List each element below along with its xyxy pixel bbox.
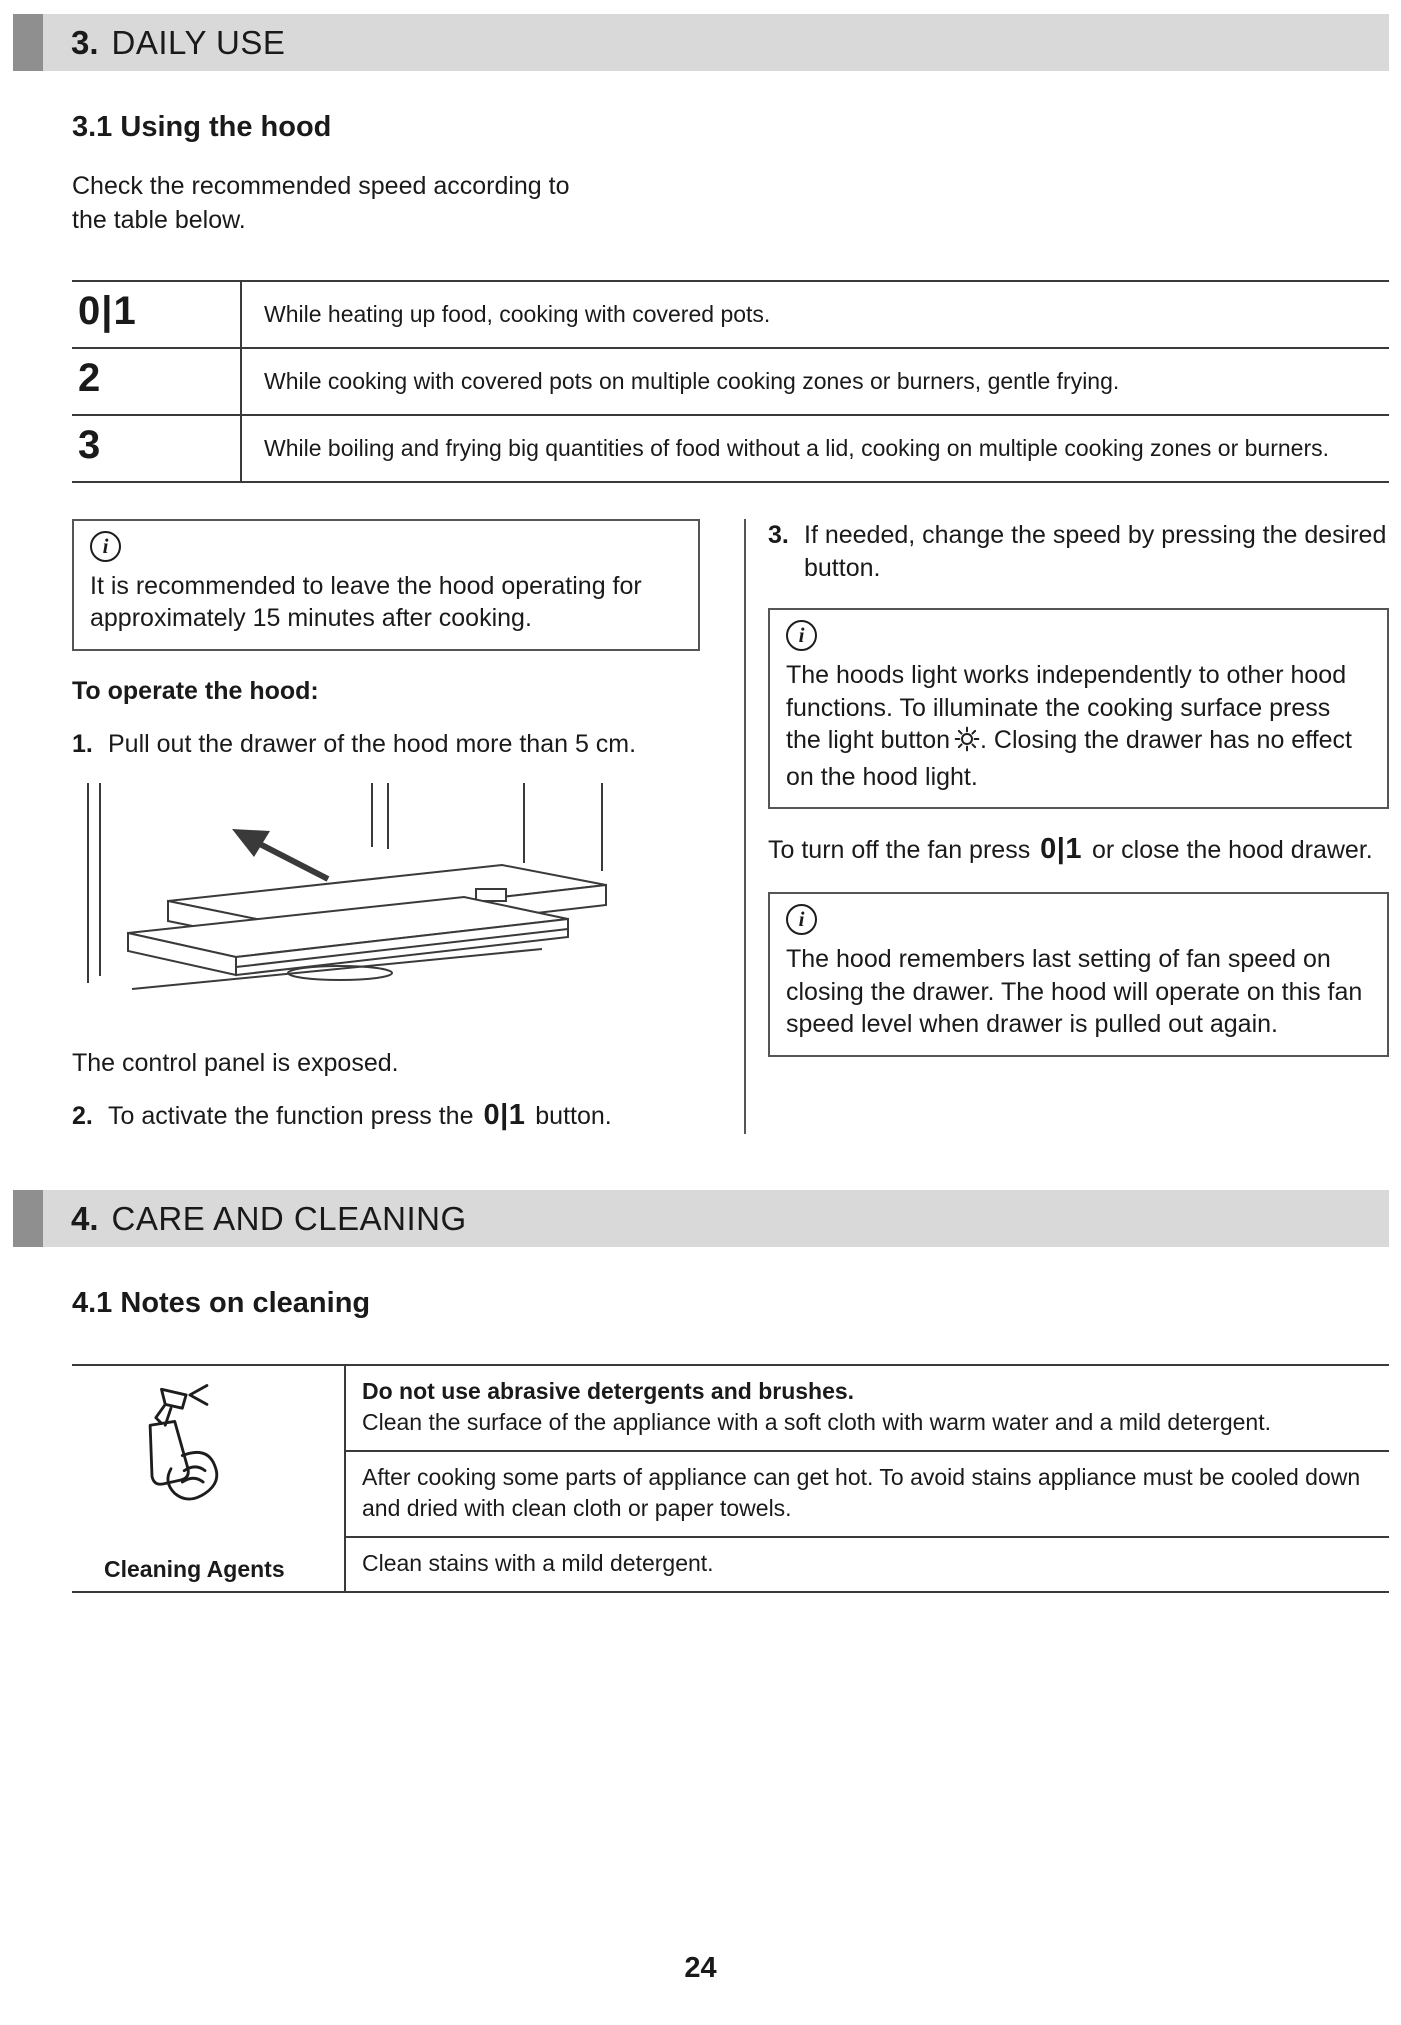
step-3-number: 3.: [768, 520, 789, 549]
cleaning-row-1-text: Clean the surface of the appliance with a soft cloth with warm water and a mild detergent.: [362, 1409, 1271, 1436]
section-bar-accent: [13, 14, 43, 71]
cleaning-agents-cell: [72, 1366, 344, 1591]
section-title: DAILY USE: [111, 23, 286, 61]
illustration-caption: The control panel is exposed.: [72, 1049, 399, 1078]
info-note-2: [768, 608, 1389, 809]
speed-table-row: [72, 280, 1389, 347]
spray-bottle-icon: [104, 1376, 236, 1518]
section-title: CARE AND CLEANING: [111, 1199, 467, 1237]
right-column: [768, 519, 1389, 1135]
speed-value: 0|1: [78, 288, 137, 333]
pull-arrow-icon: [254, 841, 328, 879]
intro-line-1: Check the recommended speed according to: [72, 172, 570, 200]
subsection-4-1-title: 4.1 Notes on cleaning: [72, 1287, 371, 1320]
hood-illustration: [72, 777, 612, 1035]
speed-description: While boiling and frying big quantities of food without a lid, cooking on multiple cooking zones or burners.: [240, 416, 1389, 481]
section-bar-accent: [13, 1190, 43, 1247]
speed-table-row: [72, 347, 1389, 414]
section-4-header-bar: [13, 1190, 1389, 1247]
cleaning-row-2: After cooking some parts of appliance can get hot. To avoid stains appliance must be cooled down and dried with clean cloth or paper towels.: [346, 1452, 1389, 1538]
info-note-1: [72, 519, 700, 651]
step-1-number: 1.: [72, 729, 93, 758]
info-icon: i: [786, 904, 817, 935]
info-icon: i: [90, 531, 121, 562]
cleaning-row-3: Clean stains with a mild detergent.: [362, 1550, 714, 1577]
step-2-number: 2.: [72, 1102, 93, 1131]
step-2: [72, 1100, 700, 1134]
info-icon: i: [786, 620, 817, 651]
info-note-3-text: The hood remembers last setting of fan speed on closing the drawer. The hood will operate on this fan speed level when drawer is pulled out again.: [786, 945, 1363, 1039]
section-number: 4.: [71, 1199, 99, 1237]
info-note-1-text: It is recommended to leave the hood operating for approximately 15 minutes after cooking.: [90, 571, 642, 633]
two-column-section: [72, 519, 1389, 1135]
info-note-3: [768, 892, 1389, 1057]
cleaning-table: [72, 1364, 1389, 1593]
fan-off-before: To turn off the fan press: [768, 836, 1031, 865]
page-number: 24: [684, 1952, 717, 1984]
column-divider: [744, 519, 746, 1135]
step-3: [768, 519, 1389, 587]
cleaning-agents-label: Cleaning Agents: [104, 1556, 285, 1583]
left-column: [72, 519, 700, 1135]
fan-off-after: or close the hood drawer.: [1091, 836, 1373, 865]
info-note-2-text: [786, 659, 1371, 793]
step-2-text-before: To activate the function press the: [108, 1102, 474, 1131]
intro-paragraph: [72, 170, 1389, 238]
speed-value: 3: [78, 422, 102, 467]
info-note-2-before-icon: The hoods light works independently to other hood functions. To illuminate the cooking surface press the light button: [786, 661, 1347, 755]
speed-value-cell: [72, 416, 240, 481]
section-number: 3.: [71, 23, 99, 61]
step-3-text: If needed, change the speed by pressing the desired button.: [804, 520, 1387, 583]
cleaning-row-1-bold: Do not use abrasive detergents and brushes.: [362, 1378, 855, 1405]
subsection-3-1-title: 3.1 Using the hood: [72, 111, 332, 143]
cleaning-instructions: [344, 1366, 1389, 1591]
step-1: [72, 728, 700, 762]
info-note-2-after-icon: . Closing the drawer has no effect on the hood light.: [786, 726, 1352, 791]
speed-value-cell: [72, 282, 240, 347]
speed-table-row: [72, 414, 1389, 481]
step-2-text: [108, 1100, 700, 1134]
hood-drawing: [72, 777, 612, 1035]
speed-value: 2: [78, 355, 102, 400]
step-1-text: Pull out the drawer of the hood more than 5 cm.: [108, 729, 637, 758]
speed-description: While cooking with covered pots on multiple cooking zones or burners, gentle frying.: [240, 349, 1389, 414]
operate-heading: To operate the hood:: [72, 676, 319, 705]
cleaning-row-1: [346, 1366, 1389, 1452]
fan-off-paragraph: [768, 833, 1389, 868]
speed-value-cell: [72, 349, 240, 414]
intro-line-2: the table below.: [72, 205, 246, 234]
light-button-icon: [954, 726, 980, 761]
power-button-glyph: 0|1: [1040, 833, 1083, 866]
step-2-text-after: button.: [535, 1102, 612, 1131]
speed-description: While heating up food, cooking with covered pots.: [240, 282, 1389, 347]
speed-table: [72, 280, 1389, 483]
power-button-glyph: 0|1: [483, 1099, 526, 1132]
section-3-header-bar: [13, 14, 1389, 71]
